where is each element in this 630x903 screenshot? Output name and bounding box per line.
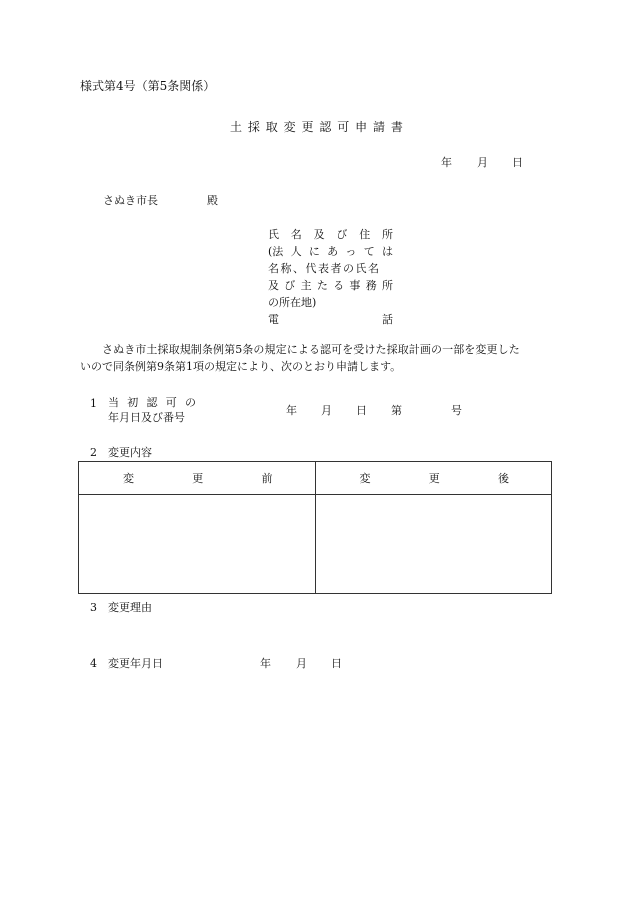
applicant-line-3: 名称、代表者の氏名: [268, 262, 381, 275]
date-day: 日: [512, 156, 523, 169]
title-char: 可: [337, 120, 350, 134]
date-month: 月: [477, 156, 488, 169]
form-number: 様式第4号（第5条関係）: [80, 79, 216, 93]
item-4-label: 変更年月日: [108, 657, 163, 670]
title-char: 更: [301, 120, 314, 134]
title-char: 採: [247, 120, 260, 134]
before-cell[interactable]: [79, 495, 316, 594]
form-title: [230, 121, 403, 133]
after-header: 変 更 後: [315, 462, 552, 495]
changes-table: [78, 461, 552, 594]
item-1-month: 月: [321, 404, 332, 417]
table-row: [79, 495, 552, 594]
item-1-gou: 号: [451, 404, 462, 417]
item-3-number: 3: [90, 601, 97, 614]
applicant-phone-label: 電 話: [268, 313, 393, 326]
before-header: 変 更 前: [79, 462, 316, 495]
item-1-number: 1: [90, 397, 97, 410]
item-1-year: 年: [286, 404, 297, 417]
title-char: 土: [230, 120, 243, 134]
applicant-line-2: (法 人 に あ っ て は: [268, 245, 393, 258]
item-2-number: 2: [90, 446, 97, 459]
addressee-name: さぬき市長: [103, 194, 158, 207]
applicant-line-1: 氏 名 及 び 住 所: [268, 228, 393, 241]
after-cell[interactable]: [315, 495, 552, 594]
item-1-label-line-1: 当 初 認 可 の: [108, 396, 196, 409]
title-char: 請: [373, 120, 386, 134]
title-char: 書: [390, 120, 403, 134]
date-year: 年: [441, 156, 452, 169]
body-text-line-1: さぬき市土採取規制条例第5条の規定による認可を受けた採取計画の一部を変更した: [102, 343, 520, 356]
body-text-line-2: いので同条例第9条第1項の規定により、次のとおり申請します。: [80, 360, 402, 373]
item-1-dai: 第: [391, 404, 402, 417]
applicant-line-4: 及 び 主 た る 事 務 所: [268, 279, 393, 292]
item-4-year: 年: [260, 657, 271, 670]
item-4-number: 4: [90, 657, 97, 670]
item-3-label: 変更理由: [108, 601, 152, 614]
title-char: 変: [283, 120, 296, 134]
table-header-row: [79, 462, 552, 495]
title-char: 取: [265, 120, 278, 134]
title-char: 認: [319, 120, 332, 134]
applicant-line-5: の所在地): [268, 296, 317, 309]
item-4-day: 日: [331, 657, 342, 670]
item-1-label-line-2: 年月日及び番号: [108, 411, 185, 424]
addressee-honorific: 殿: [207, 194, 218, 207]
item-2-label: 変更内容: [108, 446, 152, 459]
item-1-day: 日: [356, 404, 367, 417]
item-4-month: 月: [296, 657, 307, 670]
title-char: 申: [355, 120, 368, 134]
